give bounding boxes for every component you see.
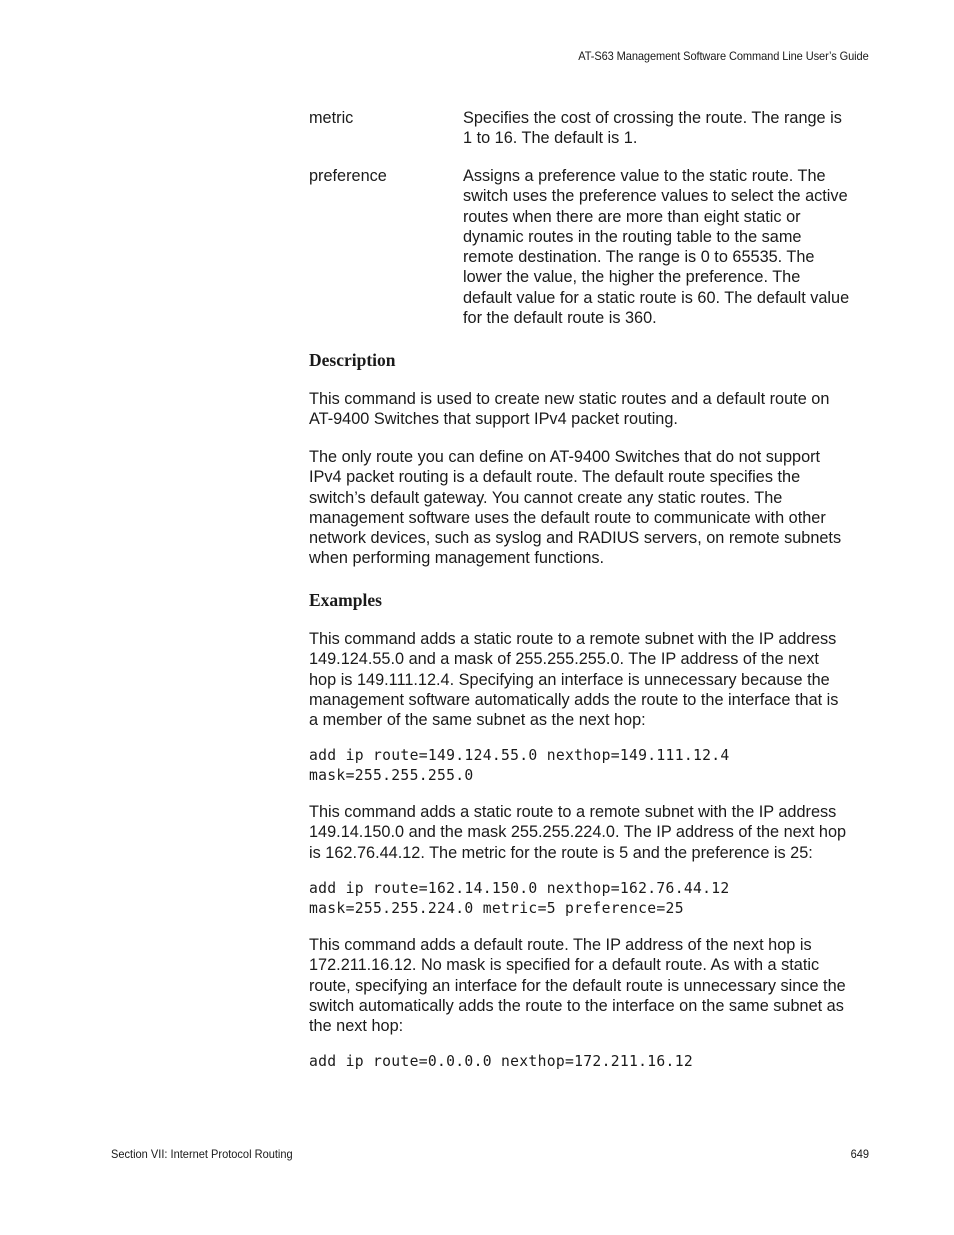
example-text-1: This command adds a static route to a remote subnet with the IP address 149.124.55.0 and a mask of 255.255.255.0. The IP address of the next hop is 149.111.12.4. Specifying an interface is unnecessary because the management software automatically adds the route to the interface that is a member of the same subnet as the next hop: — [309, 630, 839, 730]
parameter-description: Assigns a preference value to the static route. The switch uses the preference values to select the active routes when there are more than eight static or dynamic routes in the routing table to the same remote destination. The range is 0 to 65535. The lower the value, the higher the preference. The default value for a static route is 60. The default value for the default route is 360. — [463, 167, 850, 328]
description-heading: Description — [309, 350, 396, 370]
footer-section-title: Section VII: Internet Protocol Routing — [111, 1147, 293, 1161]
examples-heading: Examples — [309, 590, 382, 610]
description-paragraph-2: The only route you can define on AT-9400 Switches that do not support IPv4 packet routing is a default route. The default route specifies the switch’s default gateway. You cannot create any static routes. The management software uses the default route to communicate with other network devices, such as syslog and RADIUS servers, on remote subnets when performing management functions. — [309, 448, 842, 568]
example-text-2: This command adds a static route to a remote subnet with the IP address 149.14.150.0 and the mask 255.255.224.0. The IP address of the next hop is 162.76.44.12. The metric for the route is 5 and the preference is 25: — [309, 803, 847, 862]
parameter-description: Specifies the cost of crossing the route. The range is 1 to 16. The default is 1. — [463, 109, 842, 148]
running-header: AT-S63 Management Software Command Line User’s Guide — [578, 49, 869, 63]
parameter-name: metric — [309, 109, 354, 127]
example-code-3: add ip route=0.0.0.0 nexthop=172.211.16.12 — [309, 1053, 693, 1070]
description-paragraph-1: This command is used to create new static routes and a default route on AT-9400 Switches that support IPv4 packet routing. — [309, 390, 830, 429]
example-code-2: add ip route=162.14.150.0 nexthop=162.76.44.12 mask=255.255.224.0 metric=5 preference=25 — [309, 880, 730, 917]
footer-page-number: 649 — [850, 1147, 869, 1161]
example-code-1: add ip route=149.124.55.0 nexthop=149.111.12.4 mask=255.255.255.0 — [309, 747, 730, 784]
parameter-name: preference — [309, 167, 387, 185]
example-text-3: This command adds a default route. The IP address of the next hop is 172.211.16.12. No mask is specified for a default route. As with a static route, specifying an interface for the default route is unnecessary since the switch automatically adds the route to the interface on the same subnet as the next hop: — [309, 936, 846, 1036]
